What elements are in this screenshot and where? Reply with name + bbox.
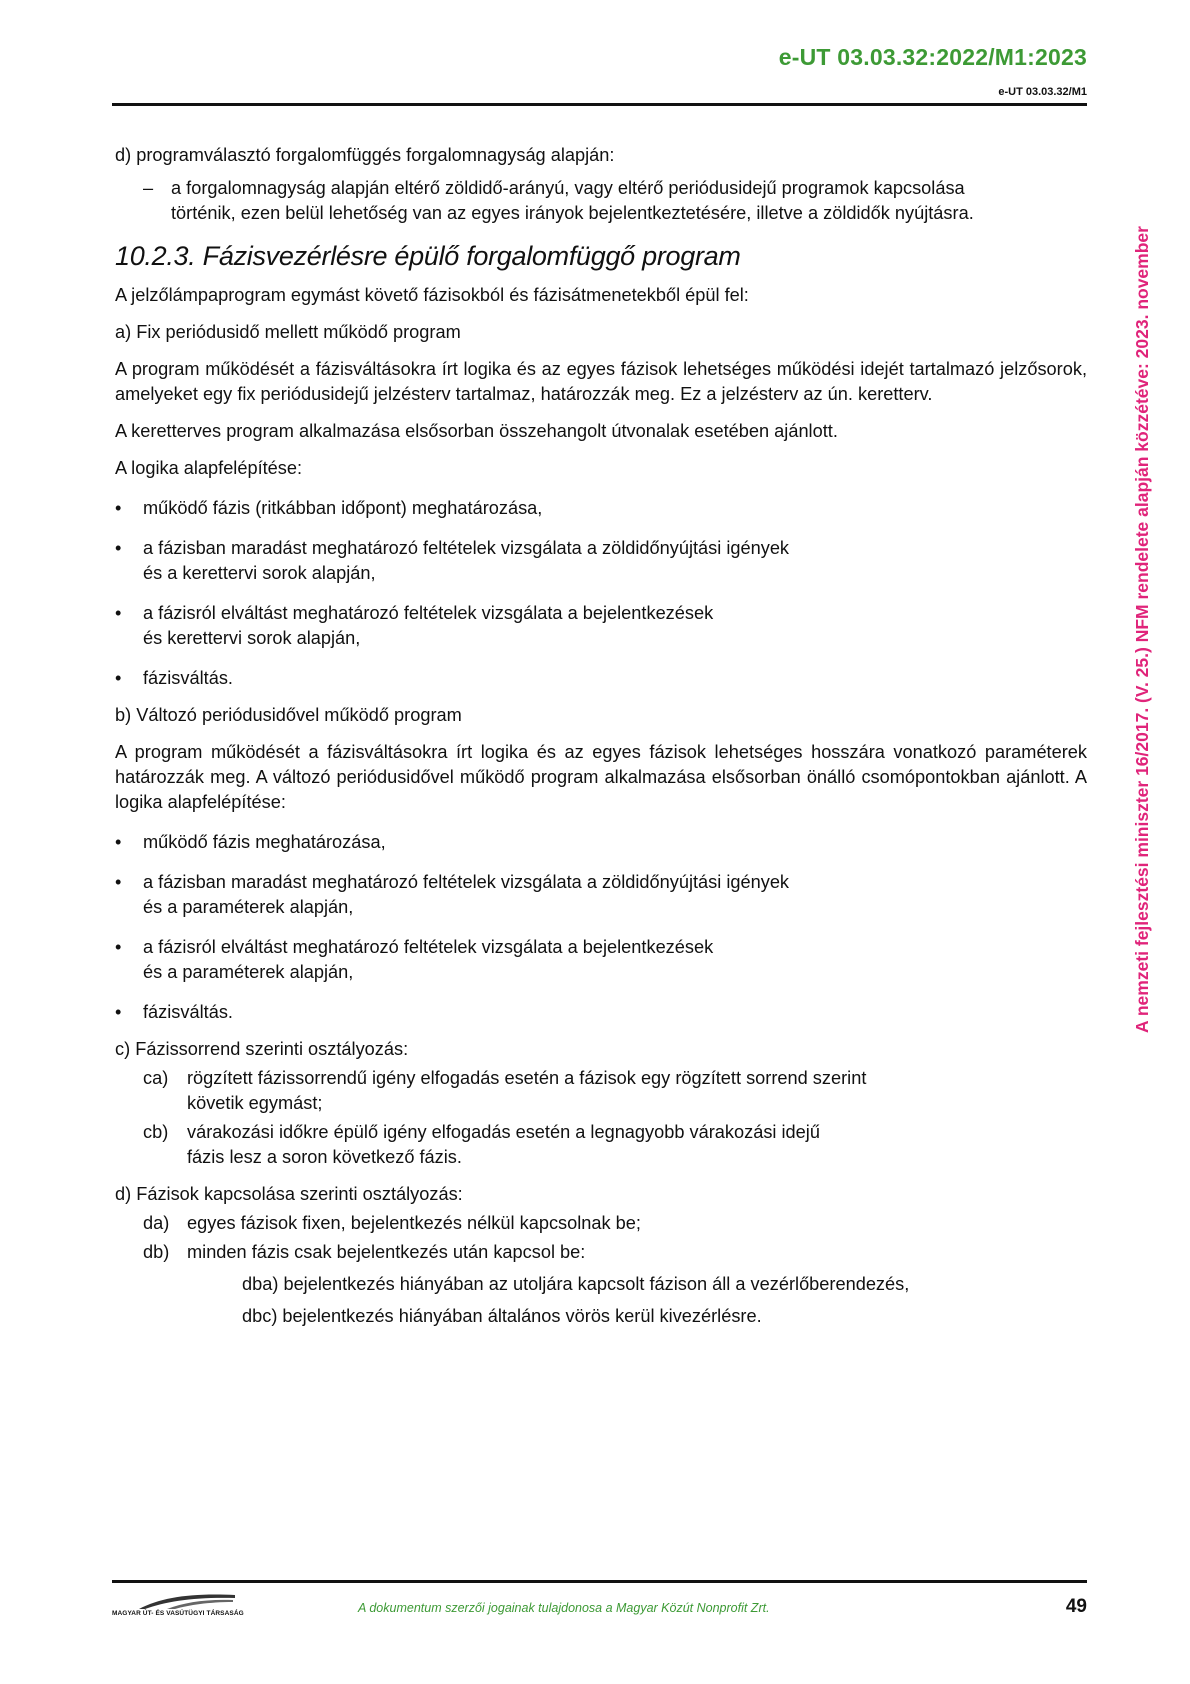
item-c-title [115, 1037, 1087, 1062]
item-label: c) [115, 1039, 131, 1059]
item-label: d) [115, 1184, 132, 1204]
dash-item [115, 176, 991, 226]
list-item [115, 666, 1087, 691]
document-sub-id: e-UT 03.03.32/M1 [998, 86, 1087, 98]
footer-rule [112, 1580, 1087, 1583]
list-item-text: a fázisban maradást meghatározó feltételek vizsgálata a zöldidőnyújtási igények és a paraméterek alapján, [143, 872, 790, 917]
list-item [115, 536, 1087, 586]
dash-marker: – [143, 178, 154, 198]
publisher-logo [112, 1592, 262, 1622]
page-number: 49 [1065, 1596, 1087, 1617]
logo-text: MAGYAR ÚT- ÉS VASÚTÜGYI TÁRSASÁG [112, 1610, 244, 1617]
header-rule [112, 103, 1087, 106]
list-item-text: működő fázis (ritkábban időpont) meghatározása, [143, 498, 543, 518]
paragraph: A program működését a fázisváltásokra írt logika és az egyes fázisok lehetséges működési idejét tartalmazó jelzősorok, amelyeket egy fix periódusidejű jelzésterv tartalmaz, határozzák meg. Ez a jelzésterv az ún. keretterv. [115, 359, 1087, 404]
sub-item-label: cb) [143, 1122, 169, 1142]
item-text: Változó periódusidővel működő program [136, 705, 462, 725]
list-item-text: a fázisban maradást meghatározó feltételek vizsgálata a zöldidőnyújtási igények és a kerettervi sorok alapján, [143, 538, 790, 583]
bullet-marker: • [115, 872, 122, 892]
item-text: Fix periódusidő mellett működő program [136, 322, 461, 342]
sub-item-text: egyes fázisok fixen, bejelentkezés nélkül kapcsolnak be; [187, 1213, 641, 1233]
subsub-item-dbc: dbc) bejelentkezés hiányában általános vörös kerül kivezérlésre. [242, 1306, 762, 1326]
item-label: b) [115, 705, 132, 725]
item-a-title [115, 320, 1087, 345]
sub-item-text: minden fázis csak bejelentkezés után kapcsol be: [187, 1242, 586, 1262]
road-swoosh-icon [137, 1592, 237, 1610]
list-item [115, 830, 1087, 855]
copyright-notice: A dokumentum szerzői jogainak tulajdonosa a Magyar Közút Nonprofit Zrt. [358, 1601, 770, 1615]
sub-item-text: várakozási időkre épülő igény elfogadás esetén a legnagyobb várakozási idejű fázis lesz a soron következő fázis. [187, 1122, 820, 1167]
bullet-marker: • [115, 937, 122, 957]
sub-item-db [115, 1240, 1087, 1265]
list-item [115, 496, 1087, 521]
page-content [115, 143, 1087, 1329]
sub-item-ca [115, 1066, 1087, 1116]
list-item [115, 1000, 1087, 1025]
sub-item-label: da) [143, 1213, 170, 1233]
intro-paragraph: A jelzőlámpaprogram egymást követő fázisokból és fázisátmenetekből épül fel: [115, 285, 749, 305]
sub-item-label: ca) [143, 1068, 169, 1088]
bullet-marker: • [115, 498, 122, 518]
bullet-marker: • [115, 668, 122, 688]
item-text: programválasztó forgalomfüggés forgalomnagyság alapján: [136, 145, 615, 165]
sub-item-text: rögzített fázissorrendű igény elfogadás esetén a fázisok egy rögzített sorrend szerint követik egymást; [187, 1068, 867, 1113]
bullet-marker: • [115, 1002, 122, 1022]
item-d2-title [115, 1182, 1087, 1207]
sub-item-label: db) [143, 1242, 170, 1262]
paragraph: A program működését a fázisváltásokra írt logika és az egyes fázisok lehetséges hosszára vonatkozó paraméterek határozzák meg. A változó periódusidővel működő program alkalmazása elsősorban önálló csomópontokban ajánlott. A logika alapfelépítése: [115, 742, 1087, 812]
item-label: a) [115, 322, 132, 342]
list-item-text: fázisváltás. [143, 668, 233, 688]
bullet-marker: • [115, 832, 122, 852]
subsub-item-dba: dba) bejelentkezés hiányában az utoljára kapcsolt fázison áll a vezérlőberendezés, [242, 1274, 910, 1294]
dash-item-text: a forgalomnagyság alapján eltérő zöldidő-arányú, vagy eltérő periódusidejű programok kapcsolása történik, ezen belül lehetőség van az egyes irányok bejelentkeztetésére, illetve a zöldidők nyújtásra. [171, 178, 974, 223]
paragraph: A logika alapfelépítése: [115, 458, 303, 478]
list-item [115, 870, 1087, 920]
bullet-list-b [115, 830, 1087, 1025]
bullet-marker: • [115, 538, 122, 558]
item-label: d) [115, 145, 132, 165]
list-item [115, 935, 1087, 985]
sub-item-da [115, 1211, 1087, 1236]
paragraph: A keretterves program alkalmazása elsősorban összehangolt útvonalak esetében ajánlott. [115, 421, 838, 441]
item-text: Fázissorrend szerinti osztályozás: [135, 1039, 409, 1059]
section-heading: 10.2.3. Fázisvezérlésre épülő forgalomfüggő program [115, 241, 741, 271]
item-d-programvalaszto [115, 143, 1087, 168]
item-b-title [115, 703, 1087, 728]
list-item-text: működő fázis meghatározása, [143, 832, 386, 852]
sub-item-cb [115, 1120, 1087, 1170]
list-item [115, 601, 1087, 651]
bullet-marker: • [115, 603, 122, 623]
list-item-text: a fázisról elváltást meghatározó feltételek vizsgálata a bejelentkezések és a paraméterek alapján, [143, 937, 714, 982]
item-text: Fázisok kapcsolása szerinti osztályozás: [136, 1184, 463, 1204]
document-id: e-UT 03.03.32:2022/M1:2023 [778, 44, 1087, 70]
bullet-list-a [115, 496, 1087, 691]
list-item-text: fázisváltás. [143, 1002, 233, 1022]
list-item-text: a fázisról elváltást meghatározó feltételek vizsgálata a bejelentkezések és kerettervi sorok alapján, [143, 603, 714, 648]
publication-note: A nemzeti fejlesztési miniszter 16/2017. (V. 25.) NFM rendelete alapján közzétéve: 2023. november [1132, 226, 1152, 1034]
